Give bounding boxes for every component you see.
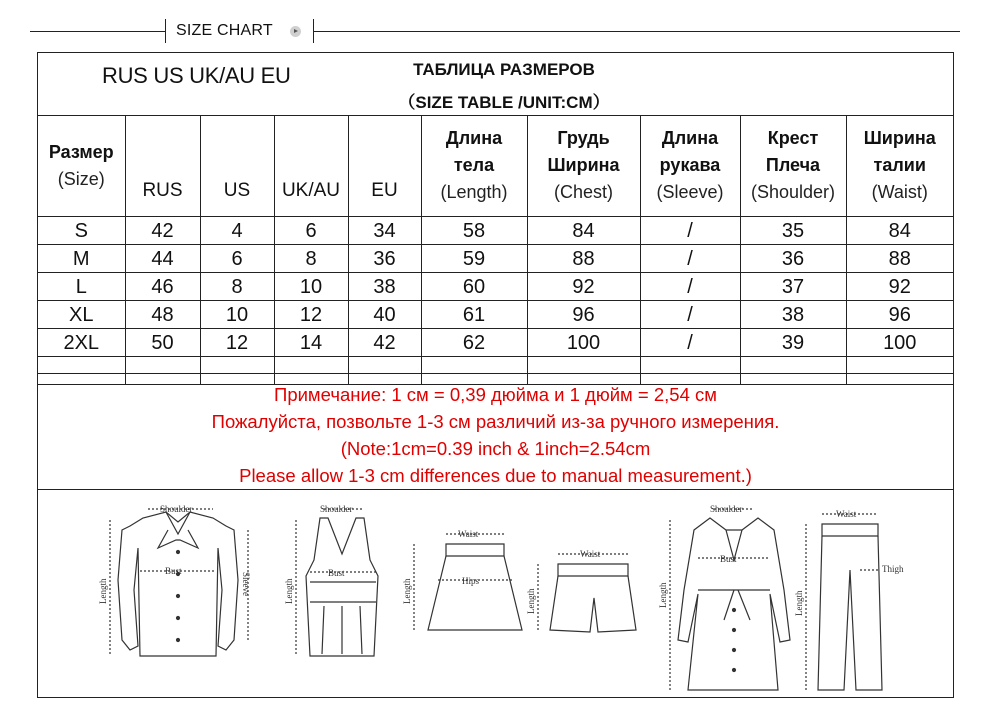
size-systems-label: RUS US UK/AU EU [102, 63, 291, 88]
table-cell: 42 [348, 329, 421, 357]
col-header-chest: Грудь Ширина (Chest) [527, 115, 640, 217]
table-cell: 40 [348, 301, 421, 329]
garment-illustrations [38, 490, 953, 697]
skirt-length-label: Length [402, 578, 412, 604]
table-cell: XL [38, 301, 125, 329]
pants-length-label: Length [794, 590, 804, 616]
table-cell: 42 [125, 217, 200, 245]
table-cell: 62 [421, 329, 527, 357]
pants-thigh-label: Thigh [882, 564, 904, 574]
table-cell: 84 [527, 217, 640, 245]
table-cell: 48 [125, 301, 200, 329]
coat-shoulder-label: Shoulder [710, 504, 743, 514]
table-cell: 36 [740, 245, 846, 273]
table-cell: 8 [200, 273, 274, 301]
top-bust-label: Bust [328, 568, 345, 578]
top-length-label: Length [284, 578, 294, 604]
table-cell: 100 [527, 329, 640, 357]
table-row [38, 217, 953, 245]
col-header-length: Длина тела (Length) [421, 115, 527, 217]
table-cell: 96 [846, 301, 953, 329]
table-row [38, 273, 953, 301]
blouse-length-label: Length [98, 578, 108, 604]
table-cell: 12 [274, 301, 348, 329]
table-cell: 50 [125, 329, 200, 357]
table-cell: L [38, 273, 125, 301]
title-row [38, 53, 953, 116]
note-line: Please allow 1-3 cm differences due to manual measurement.) [239, 465, 752, 486]
col-header-us: US [200, 115, 274, 217]
col-header-shoulder: Крест Плеча (Shoulder) [740, 115, 846, 217]
tank-top-illustration [284, 504, 378, 656]
col-header-ukau: UK/AU [274, 115, 348, 217]
col-header-waist: Ширина талии (Waist) [846, 115, 953, 217]
table-cell: 92 [846, 273, 953, 301]
table-cell: 46 [125, 273, 200, 301]
table-cell: 60 [421, 273, 527, 301]
table-cell: 100 [846, 329, 953, 357]
measurement-notes [38, 373, 953, 490]
table-cell: / [640, 273, 740, 301]
table-cell: 35 [740, 217, 846, 245]
table-cell: / [640, 329, 740, 357]
size-chart-frame [37, 52, 954, 698]
skirt-illustration [402, 529, 522, 630]
table-cell: S [38, 217, 125, 245]
table-cell: / [640, 217, 740, 245]
play-arrow-icon [290, 26, 301, 37]
table-cell: 84 [846, 217, 953, 245]
table-cell: 59 [421, 245, 527, 273]
table-cell: 10 [200, 301, 274, 329]
blouse-shoulder-label: Shoulder [160, 504, 193, 514]
table-row [38, 301, 953, 329]
table-cell: 37 [740, 273, 846, 301]
table-cell: / [640, 301, 740, 329]
table-cell: 38 [740, 301, 846, 329]
table-cell: 39 [740, 329, 846, 357]
shorts-length-label: Length [526, 588, 536, 614]
header-label: SIZE CHART [176, 22, 273, 39]
table-cell: 88 [846, 245, 953, 273]
col-header-size: Размер (Size) [38, 115, 125, 217]
coat-illustration [658, 504, 790, 690]
table-cell: 2XL [38, 329, 125, 357]
table-cell: 10 [274, 273, 348, 301]
table-header-row [38, 115, 953, 217]
skirt-waist-label: Waist [458, 529, 479, 539]
col-header-rus: RUS [125, 115, 200, 217]
top-shoulder-label: Shoulder [320, 504, 353, 514]
note-line: (Note:1cm=0.39 inch & 1inch=2.54cm [340, 438, 651, 459]
table-cell: 96 [527, 301, 640, 329]
coat-length-label: Length [658, 582, 668, 608]
skirt-hips-label: Hips [462, 576, 480, 586]
blouse-bust-label: Bust [165, 566, 182, 576]
col-header-sleeve: Длина рукава (Sleeve) [640, 115, 740, 217]
col-header-eu: EU [348, 115, 421, 217]
table-cell: 44 [125, 245, 200, 273]
pants-illustration [794, 509, 904, 690]
header-rule-right [313, 31, 960, 32]
table-cell: 6 [200, 245, 274, 273]
table-cell: 88 [527, 245, 640, 273]
note-line: Пожалуйста, позвольте 1-3 см различий из-за ручного измерения. [211, 411, 780, 432]
table-cell: 92 [527, 273, 640, 301]
pants-waist-label: Waist [836, 509, 857, 519]
table-row [38, 329, 953, 357]
table-cell: 34 [348, 217, 421, 245]
note-line: Примечание: 1 см = 0,39 дюйма и 1 дюйм = 2,54 см [274, 384, 717, 405]
table-cell: 36 [348, 245, 421, 273]
table-cell: 38 [348, 273, 421, 301]
size-table-title-ru: ТАБЛИЦА РАЗМЕРОВ [413, 60, 595, 79]
table-row [38, 245, 953, 273]
table-cell: 61 [421, 301, 527, 329]
shorts-waist-label: Waist [580, 549, 601, 559]
table-cell: 6 [274, 217, 348, 245]
blouse-illustration [98, 504, 251, 656]
table-cell: 8 [274, 245, 348, 273]
table-cell: 4 [200, 217, 274, 245]
table-cell: / [640, 245, 740, 273]
table-cell: 58 [421, 217, 527, 245]
size-chart-header [0, 17, 990, 47]
blouse-sleeve-label: Sleeve [241, 572, 251, 596]
header-rule-left [30, 31, 165, 32]
table-cell: M [38, 245, 125, 273]
shorts-illustration [526, 549, 636, 632]
header-tick-left [165, 19, 166, 43]
size-table-title-en: （SIZE TABLE /UNIT:CM） [398, 93, 610, 112]
table-cell: 12 [200, 329, 274, 357]
table-cell: 14 [274, 329, 348, 357]
coat-bust-label: Bust [720, 554, 737, 564]
size-table [38, 115, 953, 385]
